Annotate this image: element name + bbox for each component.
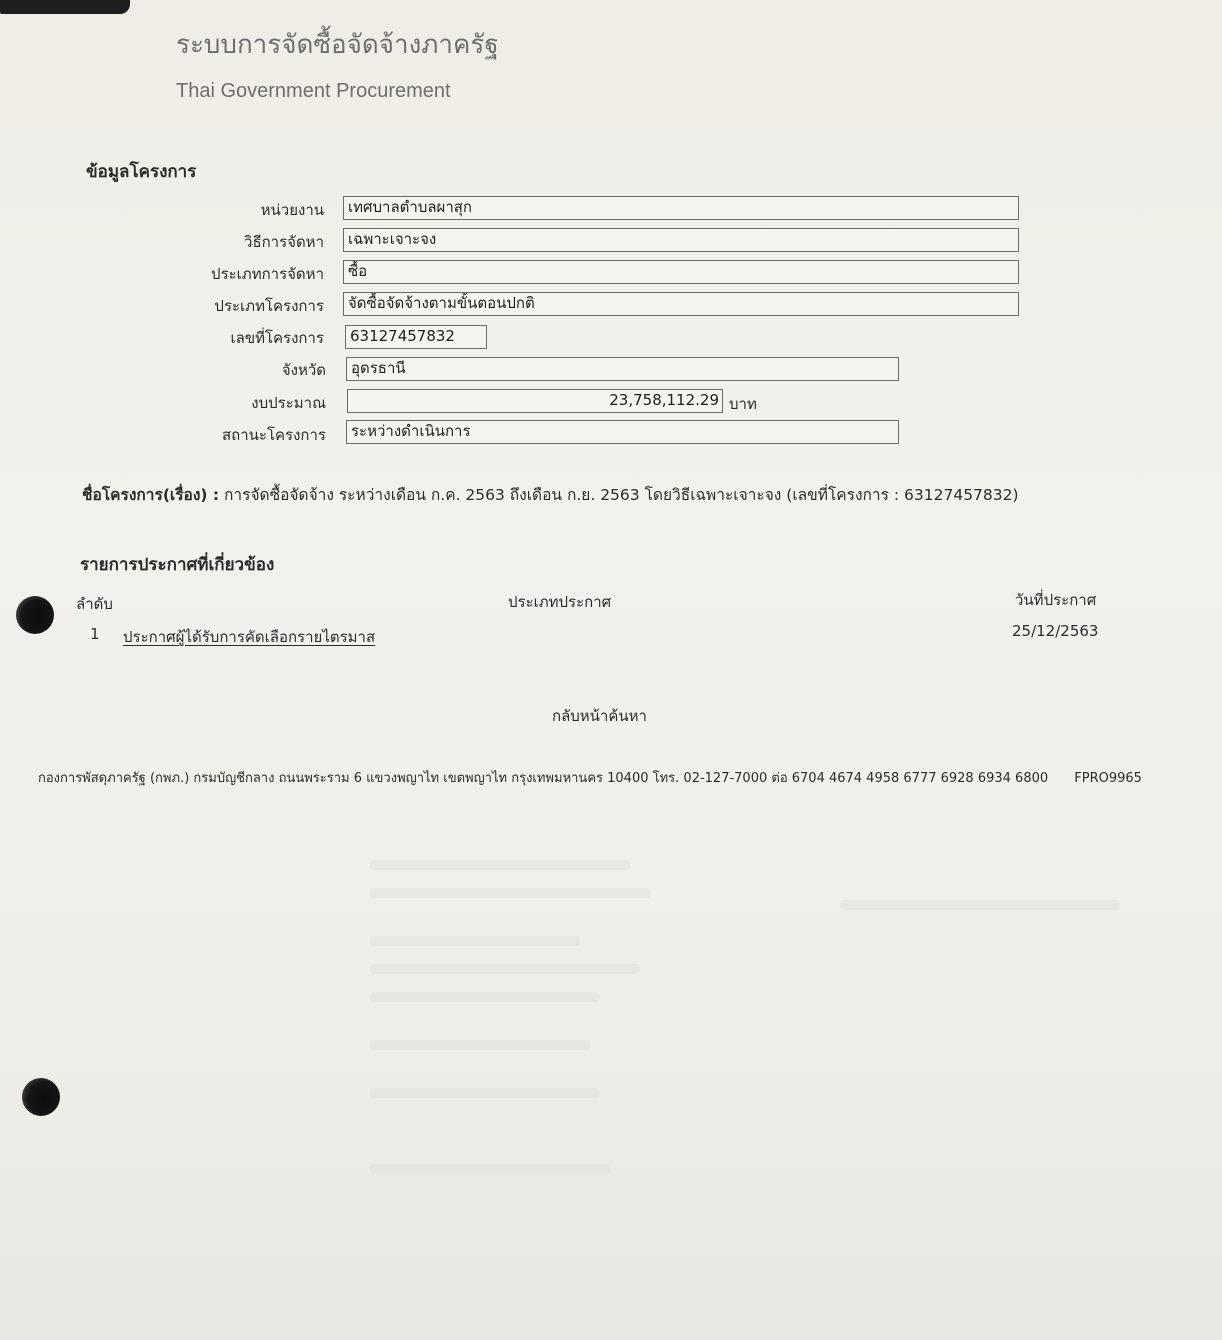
project-name-label: ชื่อโครงการ(เรื่อง) :	[82, 486, 220, 504]
project-name	[82, 482, 1019, 507]
field-procurement-type: ซื้อ	[343, 260, 1019, 284]
label-budget: งบประมาณ	[251, 394, 326, 412]
field-status: ระหว่างดำเนินการ	[346, 420, 899, 444]
project-name-value: การจัดซื้อจัดจ้าง ระหว่างเดือน ก.ค. 2563 ถึงเดือน ก.ย. 2563 โดยวิธีเฉพาะเจาะจง (เลขที่โครงการ : 63127457832)	[224, 486, 1019, 504]
field-budget: 23,758,112.29	[347, 389, 723, 413]
label-status: สถานะโครงการ	[221, 426, 326, 444]
label-province: จังหวัด	[281, 361, 326, 379]
column-header-type: ประเภทประกาศ	[508, 593, 612, 611]
announcement-link[interactable]: ประกาศผู้ได้รับการคัดเลือกรายไตรมาส	[123, 628, 376, 646]
row-date: 25/12/2563	[1012, 622, 1099, 640]
label-agency: หน่วยงาน	[260, 201, 324, 219]
show-through-line	[840, 900, 1120, 910]
footer-text: กองการพัสดุภาครัฐ (กพภ.) กรมบัญชีกลาง ถนนพระราม 6 แขวงพญาไท เขตพญาไท กรุงเทพมหานคร 10400 โทร. 02-127-7000 ต่อ 6704 4674 4958 6777 6928 6934 6800	[38, 771, 1049, 786]
budget-unit: บาท	[729, 395, 757, 413]
back-to-search-link[interactable]: กลับหน้าค้นหา	[552, 707, 647, 725]
footer-code: FPRO9965	[1074, 771, 1142, 786]
section-title-project-info: ข้อมูลโครงการ	[86, 162, 197, 182]
show-through-line	[370, 860, 630, 870]
site-title-en: Thai Government Procurement	[176, 80, 451, 102]
punch-hole-bottom	[22, 1078, 60, 1116]
show-through-line	[370, 1088, 600, 1098]
show-through-line	[370, 936, 580, 946]
show-through-line	[370, 1164, 610, 1174]
show-through-line	[370, 992, 600, 1002]
punch-hole-top	[16, 596, 54, 634]
row-no: 1	[90, 625, 100, 643]
section-title-announcements: รายการประกาศที่เกี่ยวข้อง	[80, 555, 275, 575]
field-project-number: 63127457832	[345, 325, 487, 349]
show-through-line	[370, 1040, 590, 1050]
column-header-no: ลำดับ	[76, 595, 113, 613]
show-through-line	[370, 888, 650, 898]
field-province: อุดรธานี	[346, 357, 899, 381]
field-method: เฉพาะเจาะจง	[343, 228, 1019, 252]
label-procurement-type: ประเภทการจัดหา	[211, 265, 324, 283]
label-project-number: เลขที่โครงการ	[230, 329, 324, 347]
field-agency: เทศบาลตำบลผาสุก	[343, 196, 1019, 220]
show-through-line	[370, 964, 640, 974]
column-header-date: วันที่ประกาศ	[1015, 591, 1097, 609]
label-project-type: ประเภทโครงการ	[214, 297, 324, 315]
field-project-type: จัดซื้อจัดจ้างตามขั้นตอนปกติ	[343, 292, 1019, 316]
label-method: วิธีการจัดหา	[244, 233, 324, 251]
footer	[38, 767, 1142, 788]
site-title-th: ระบบการจัดซื้อจัดจ้างภาครัฐ	[176, 30, 499, 60]
binder-clip	[0, 0, 130, 14]
